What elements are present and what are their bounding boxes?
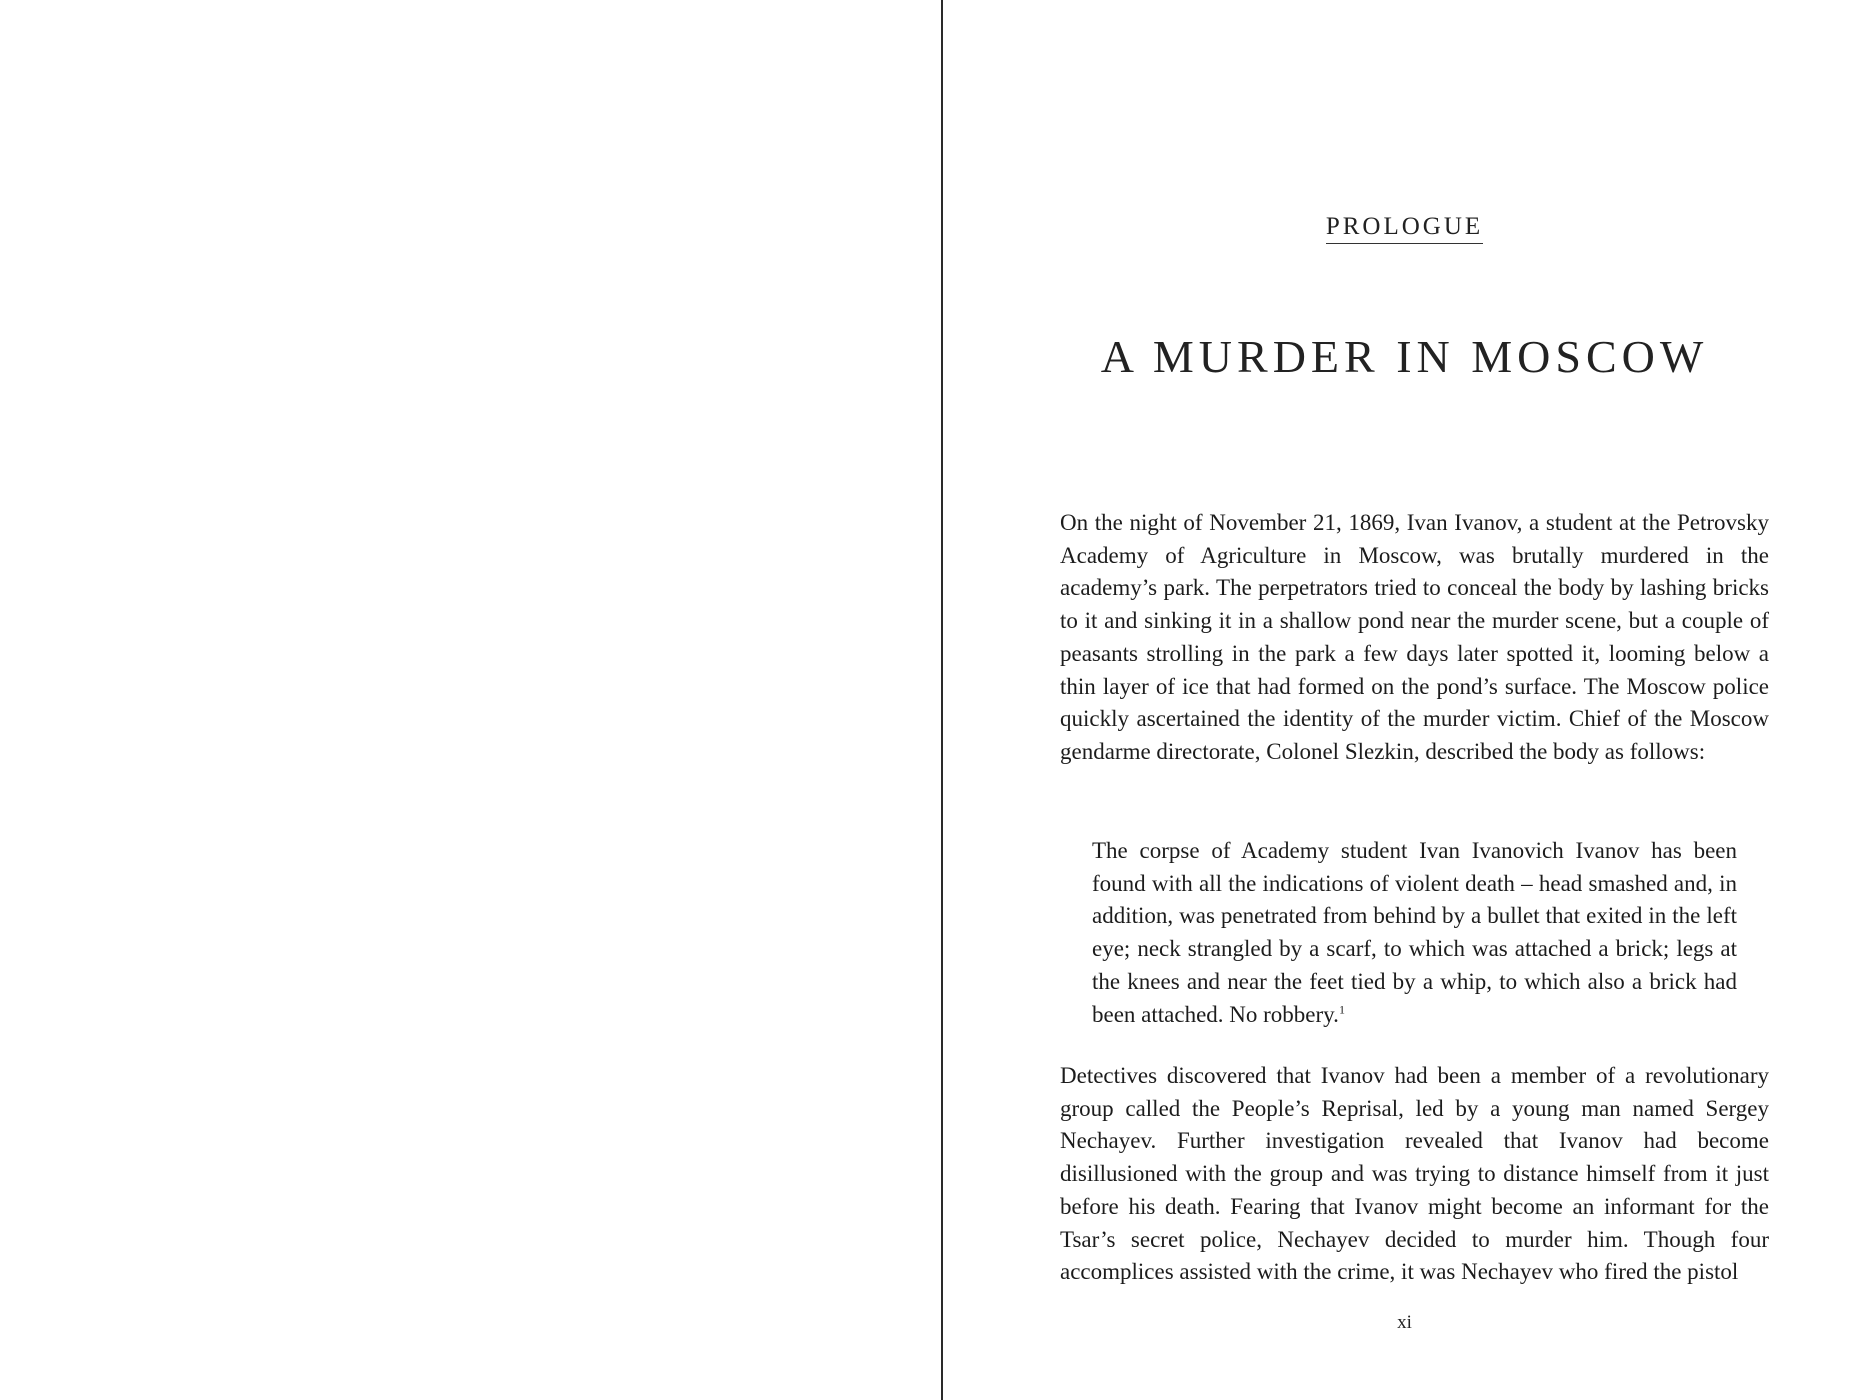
chapter-label — [943, 213, 1866, 244]
right-page — [943, 0, 1866, 1400]
body-paragraph-1: On the night of November 21, 1869, Ivan Ivanov, a student at the Petrovsky Academy of Agriculture in Moscow, was brutally murdered in the academy’s park. The perpetrators tried to conceal the body by lashing bricks to it and sinking it in a shallow pond near the murder scene, but a couple of peasants strolling in the park a few days later spotted it, looming below a thin layer of ice that had formed on the pond’s surface. The Moscow police quickly ascertained the identity of the murder victim. Chief of the Moscow gendarme directorate, Colonel Slezkin, described the body as follows: — [1060, 510, 1769, 764]
chapter-title: A MURDER IN MOSCOW — [1100, 331, 1709, 382]
block-quote-text: The corpse of Academy student Ivan Ivanovich Ivanov has been found with all the indications of violent death – head smashed and, in addition, was penetrated from behind by a bullet that exited in the left eye; neck strangled by a scarf, to which was attached a brick; legs at the knees and near the feet tied by a whip, to which also a brick had been attached. No robbery. — [1092, 838, 1737, 1027]
page-number: xi — [1397, 1312, 1412, 1333]
body-paragraph-2: Detectives discovered that Ivanov had been a member of a revolutionary group called the People’s Reprisal, led by a young man named Sergey Nechayev. Further investigation revealed that Ivanov had become disillusioned with the group and was trying to distance himself from it just before his death. Fearing that Ivanov might become an informant for the Tsar’s secret police, Nechayev decided to murder him. Though four accomplices assisted with the crime, it was Nechayev who fired the pistol — [1060, 1063, 1769, 1285]
footnote-marker[interactable]: 1 — [1338, 1001, 1345, 1016]
block-quote — [1092, 835, 1737, 1031]
chapter-label-text: PROLOGUE — [1326, 213, 1483, 244]
